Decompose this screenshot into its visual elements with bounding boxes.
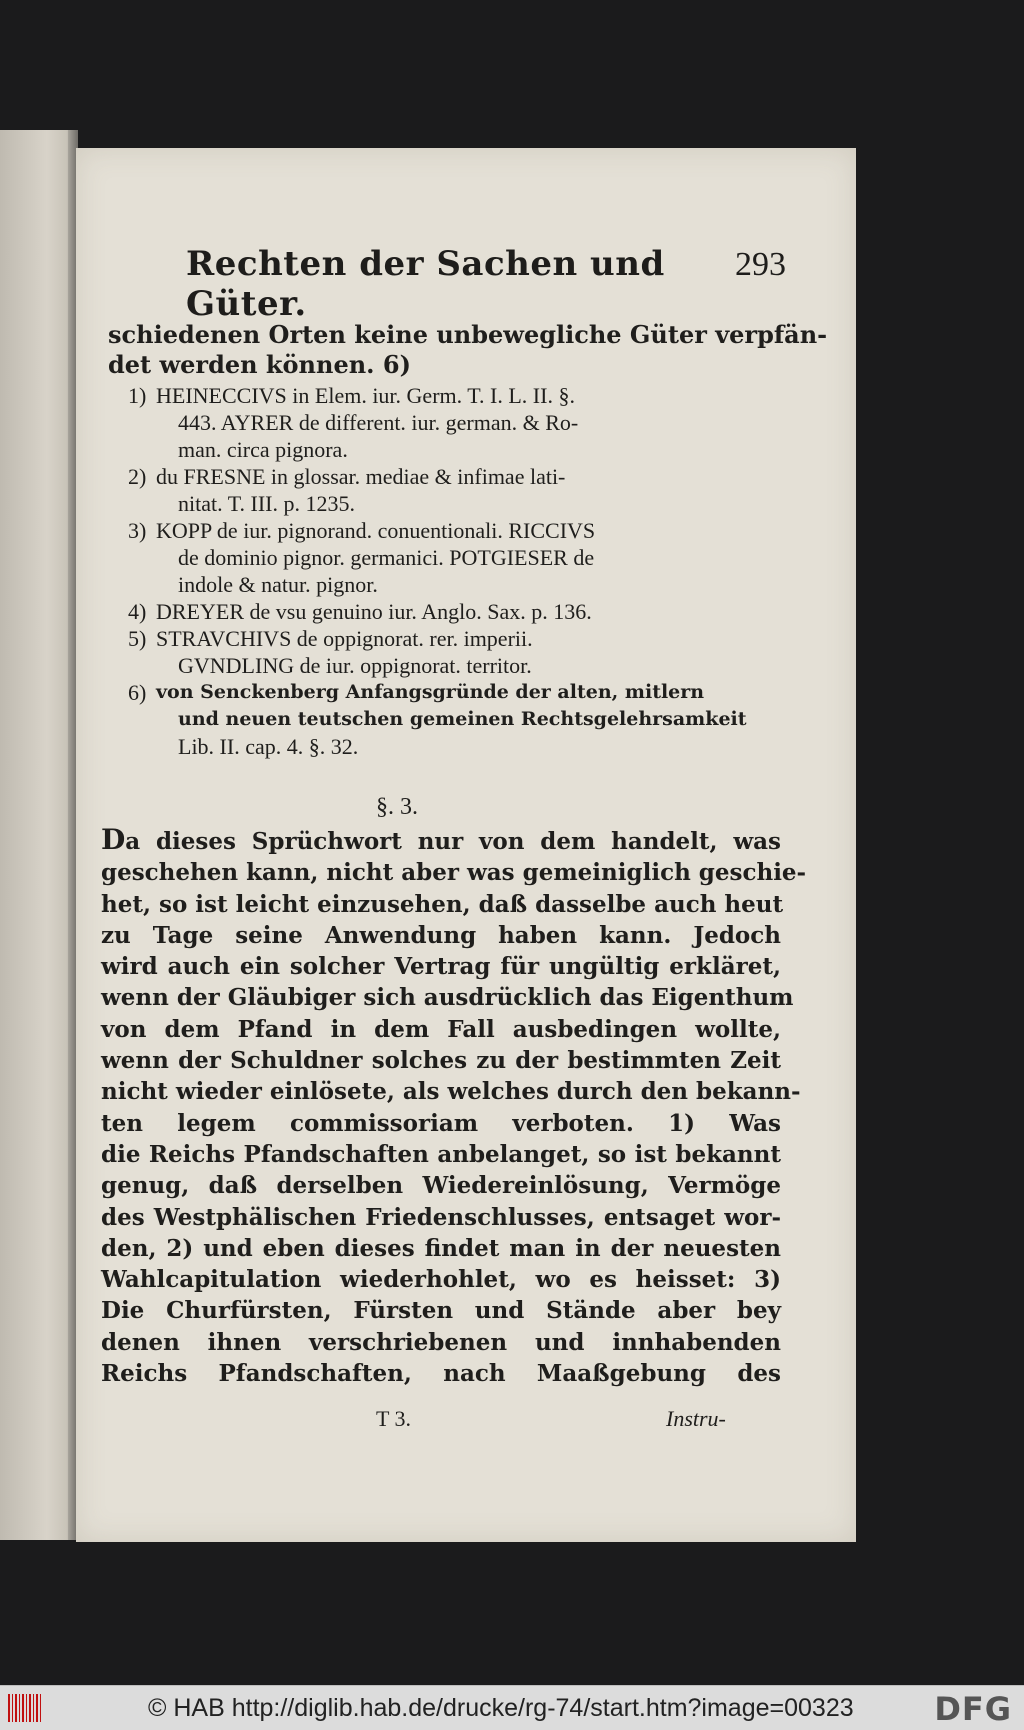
footnote-1 [128,382,780,463]
footnote-line: Lib. II. cap. 4. §. 32. [178,734,359,759]
body-line: Reichs Pfandschaften, nach Maaßgebung des [101,1360,781,1388]
footnote-number: 3) [128,518,147,543]
footnote-line: DREYER de vsu genuino iur. Anglo. Sax. p. 136. [156,599,592,624]
footnote-line: man. circa pignora. [178,437,348,462]
footnote-line: GVNDLING de iur. oppignorat. territor. [178,653,532,678]
footnote-number: 2) [128,464,147,489]
body-line: Wahlcapitulation wiederhohlet, wo es heisset: 3) [101,1266,781,1294]
body-line: den, 2) und eben dieses findet man in der neuesten [101,1234,781,1262]
footnote-number: 5) [128,626,147,651]
footnote-line: und neuen teutschen gemeinen Rechtsgelehrsamkeit [178,708,747,730]
footnote-line: nitat. T. III. p. 1235. [178,491,355,516]
footnote-6 [128,679,780,760]
footnote-line: de dominio pignor. germanici. POTGIESER de [178,545,595,570]
page-number: 293 [735,246,786,283]
footnote-5 [128,625,780,679]
footnote-line: HEINECCIVS in Elem. iur. Germ. T. I. L. II. §. [156,383,575,408]
footnote-line: 443. AYRER de different. iur. german. & Ro- [178,410,579,435]
book-page [76,148,856,1542]
running-header [186,244,786,324]
section-heading: §. 3. [376,794,418,820]
dfg-logo: DFG [934,1690,1012,1728]
body-line: denen ihnen verschriebenen und innhabenden [101,1328,781,1356]
footnote-line: von Senckenberg Anfangsgründe der alten, mitlern [156,681,705,703]
viewer-footer [0,1685,1024,1730]
footnotes [128,382,780,760]
body-line: geschehen kann, nicht aber was gemeiniglich geschie- [101,859,807,887]
body-line: nicht wieder einlösete, als welches durch den bekann- [101,1078,801,1106]
facing-page-edge [0,130,78,1540]
intro-line: schiedenen Orten keine unbewegliche Güter verpfän- [108,320,828,349]
body-line: die Reichs Pfandschaften anbelanget, so ist bekannt [101,1140,781,1168]
running-title: Rechten der Sachen und Güter. [186,244,665,324]
intro-paragraph [108,320,828,380]
intro-line: det werden können. 6) [108,350,411,379]
body-line: wird auch ein solcher Vertrag für ungültig erkläret, [101,953,781,981]
footnote-4 [128,598,780,625]
footnote-3 [128,517,780,598]
credit-link[interactable]: © HAB http://diglib.hab.de/drucke/rg-74/start.htm?image=00323 [148,1694,854,1722]
body-line: Da dieses Sprüchwort nur von dem handelt, was [101,823,781,856]
footnote-line: du FRESNE in glossar. mediae & infimae lati- [156,464,566,489]
barcode-icon [8,1694,42,1722]
footnote-number: 6) [128,680,147,705]
footnote-line: KOPP de iur. pignorand. conuentionali. RICCIVS [156,518,596,543]
catchword: Instru- [666,1406,726,1431]
body-line: von dem Pfand in dem Fall ausbedingen wollte, [101,1015,781,1043]
footnote-number: 1) [128,383,147,408]
body-line: des Westphälischen Friedenschlusses, entsaget wor- [101,1203,781,1231]
footnote-line: indole & natur. pignor. [178,572,378,597]
footnote-2 [128,463,780,517]
body-line: het, so ist leicht einzusehen, daß dasselbe auch heut [101,890,784,918]
body-line: ten legem commissoriam verboten. 1) Was [101,1109,781,1137]
footnote-number: 4) [128,599,147,624]
footnote-line: STRAVCHIVS de oppignorat. rer. imperii. [156,626,533,651]
body-line: genug, daß derselben Wiedereinlösung, Vermöge [101,1172,781,1200]
section-body [101,823,807,1389]
body-line: Die Churfürsten, Fürsten und Stände aber bey [101,1297,781,1325]
body-line: zu Tage seine Anwendung haben kann. Jedoch [101,921,781,949]
body-line: wenn der Gläubiger sich ausdrücklich das Eigenthum [101,984,794,1012]
signature-mark: T 3. [376,1406,412,1431]
body-line: wenn der Schuldner solches zu der bestimmten Zeit [101,1047,781,1075]
